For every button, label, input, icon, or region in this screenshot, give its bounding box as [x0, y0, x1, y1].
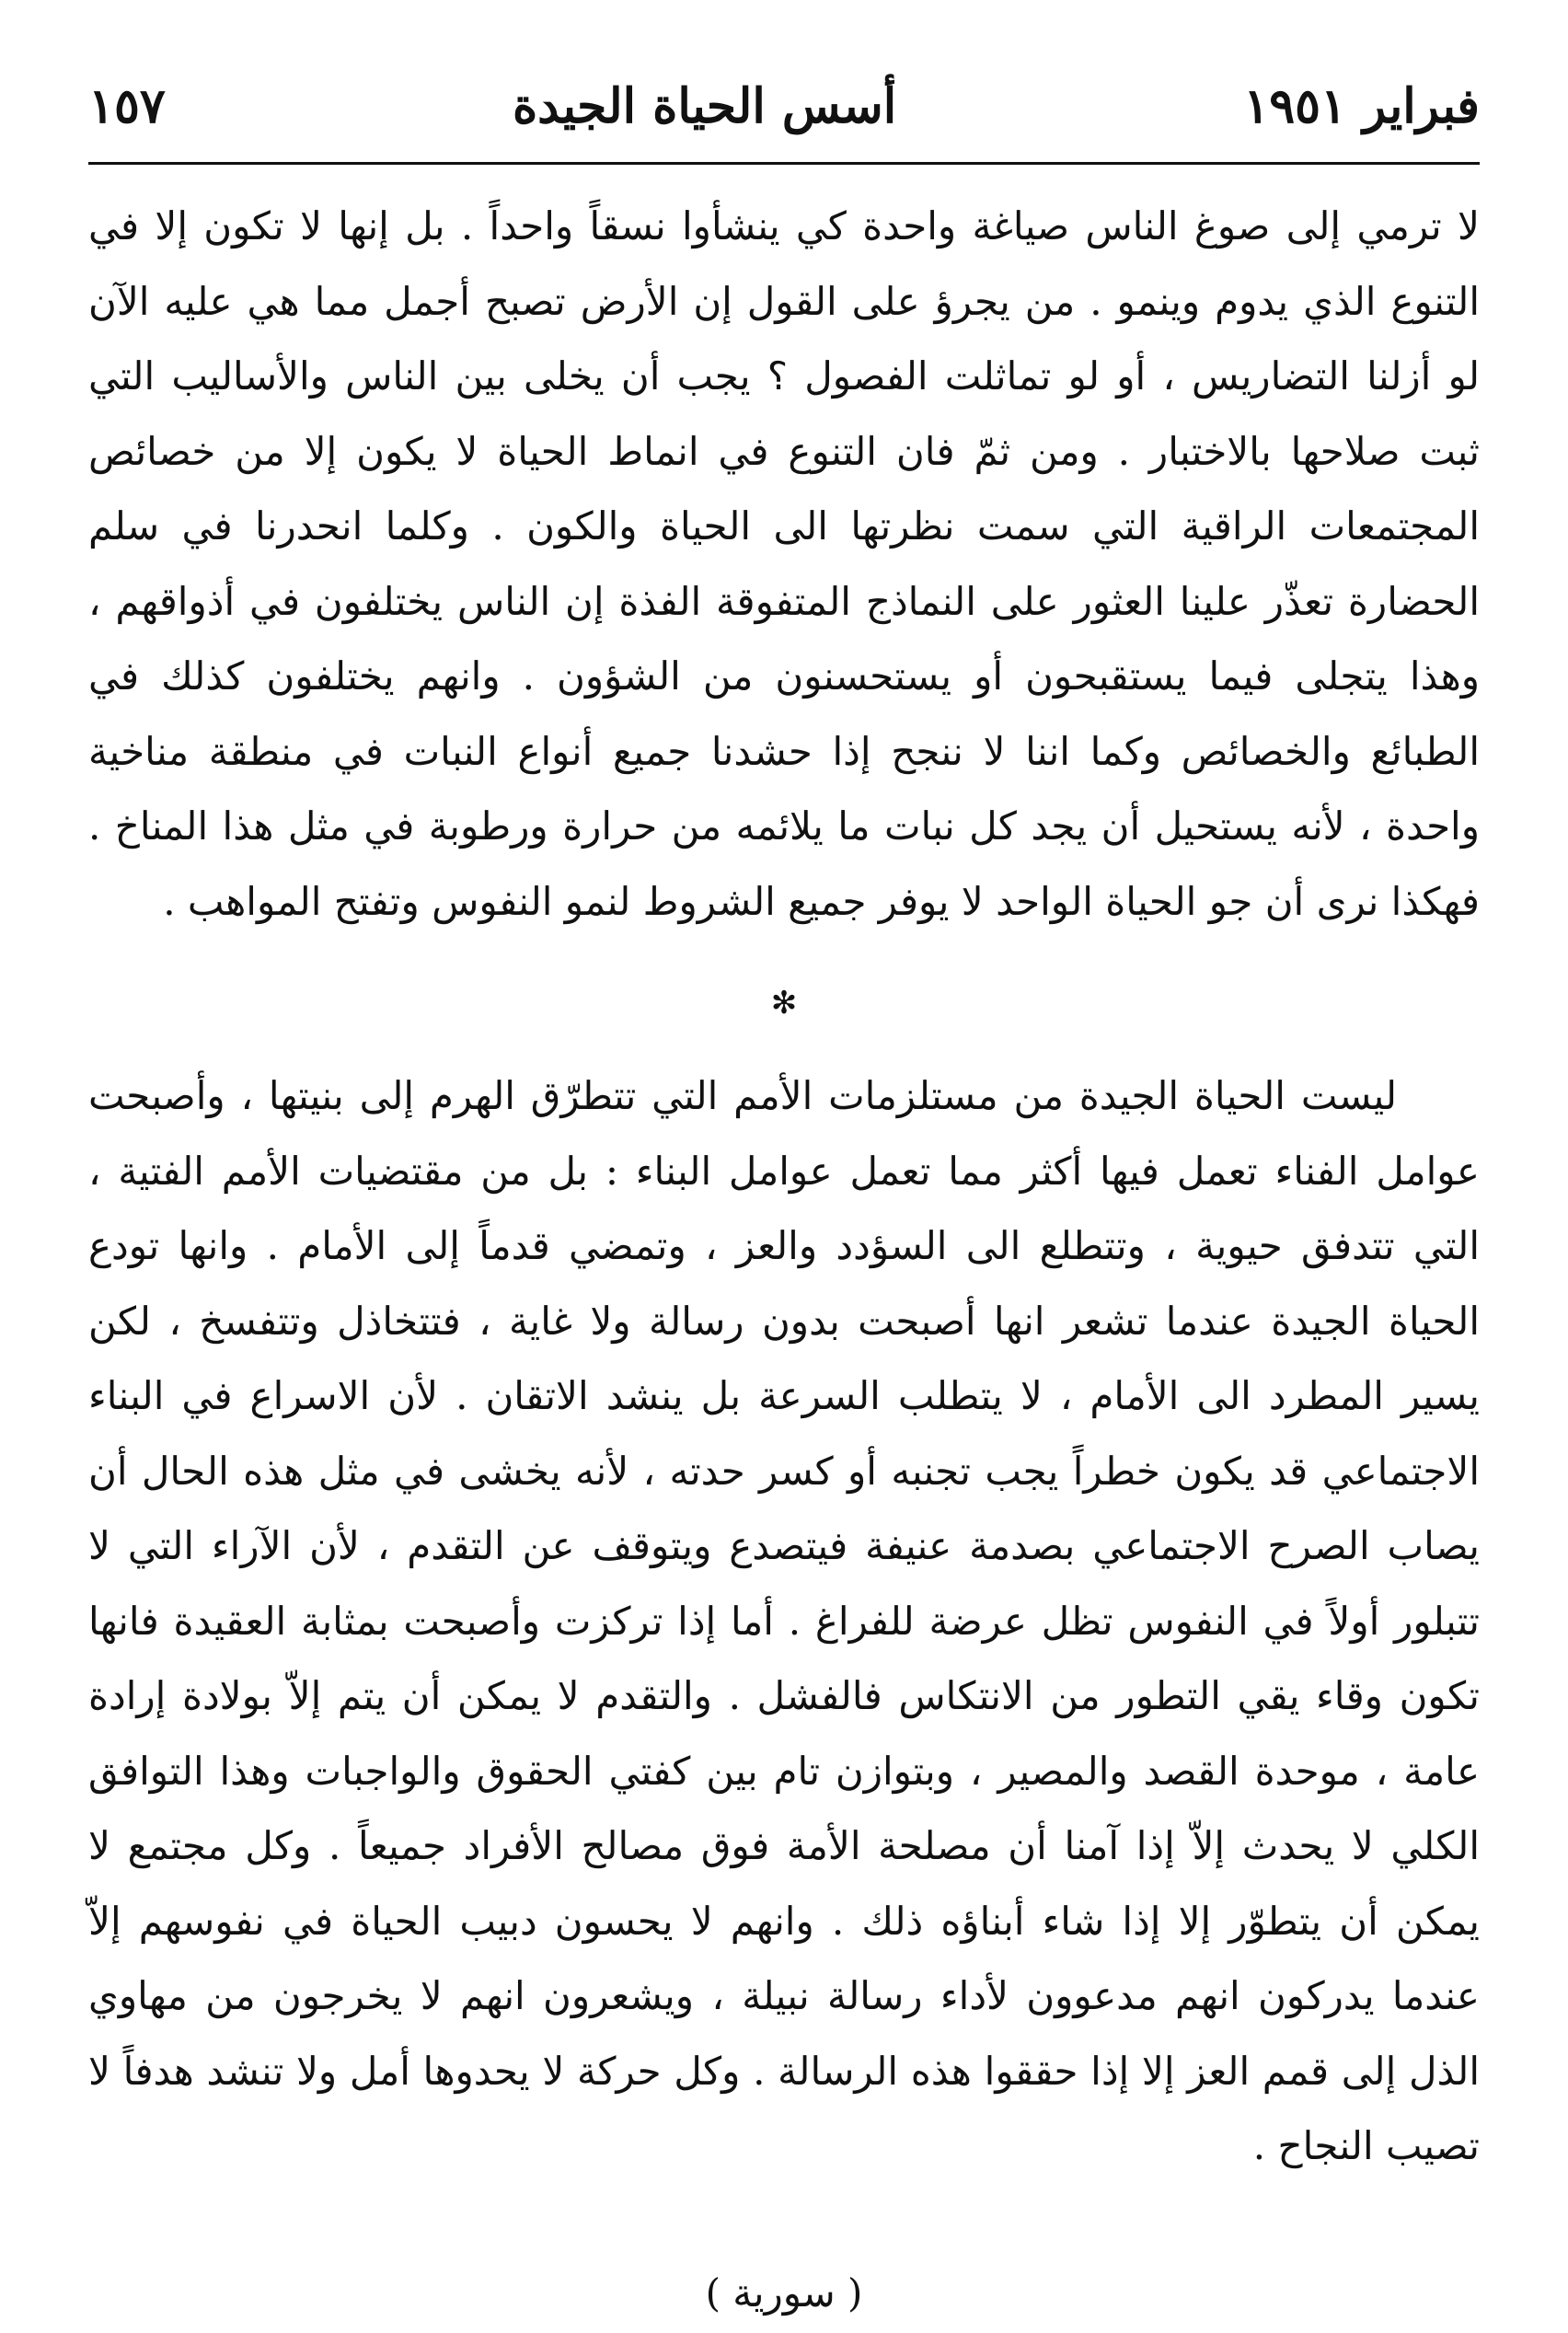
article-title: أسس الحياة الجيدة — [512, 77, 897, 134]
page-number: ١٥٧ — [88, 77, 166, 134]
paragraph-1-text: لا ترمي إلى صوغ الناس صياغة واحدة كي ينشأوا نسقاً واحداً . بل إنها لا تكون إلا في التنوع الذي يدوم وينمو . من يجرؤ على القول إن الأرض تصبح أجمل مما هي عليه الآن لو أزلنا التضاريس ، أو لو تماثلت الفصول ؟ يجب أن يخلى بين الناس والأساليب التي ثبت صلاحها بالاختبار . ومن ثمّ فان التنوع في انماط الحياة لا يكون إلا من خصائص المجتمعات الراقية التي سمت نظرتها الى الحياة والكون . وكلما انحدرنا في سلم الحضارة تعذّر علينا العثور على النماذج المتفوقة الفذة إن الناس يختلفون في أذواقهم ، وهذا يتجلى فيما يستقبحون أو يستحسنون من الشؤون . وانهم يختلفون كذلك في الطبائع والخصائص وكما اننا لا ننجح إذا حشدنا جميع أنواع النبات في منطقة مناخية واحدة ، لأنه يستحيل أن يجد كل نبات ما يلائمه من حرارة ورطوبة في مثل هذا المناخ . فهكذا نرى أن جو الحياة الواحد لا يوفر جميع الشروط لنمو النفوس وتفتح المواهب . — [88, 203, 1480, 924]
paragraph-1 — [88, 189, 1480, 939]
page-header — [88, 64, 1480, 147]
header-rule — [88, 162, 1480, 165]
paragraph-2-text: ليست الحياة الجيدة من مستلزمات الأمم التي تتطرّق الهرم إلى بنيتها ، وأصبحت عوامل الفناء تعمل فيها أكثر مما تعمل عوامل البناء : بل من مقتضيات الأمم الفتية ، التي تتدفق حيوية ، وتتطلع الى السؤدد والعز ، وتمضي قدماً إلى الأمام . وانها تودع الحياة الجيدة عندما تشعر انها أصبحت بدون رسالة ولا غاية ، فتتخاذل وتتفسخ ، لكن يسير المطرد الى الأمام ، لا يتطلب السرعة بل ينشد الاتقان . لأن الاسراع في البناء الاجتماعي قد يكون خطراً يجب تجنبه أو كسر حدته ، لأنه يخشى في مثل هذه الحال أن يصاب الصرح الاجتماعي بصدمة عنيفة فيتصدع ويتوقف عن التقدم ، لأن الآراء التي لا تتبلور أولاً في النفوس تظل عرضة للفراغ . أما إذا تركزت وأصبحت بمثابة العقيدة فانها تكون وقاء يقي التطور من الانتكاس فالفشل . والتقدم لا يمكن أن يتم إلاّ بولادة إرادة عامة ، موحدة القصد والمصير ، وبتوازن تام بين كفتي الحقوق والواجبات وهذا التوافق الكلي لا يحدث إلاّ إذا آمنا أن مصلحة الأمة فوق مصالح الأفراد جميعاً . وكل مجتمع لا يمكن أن يتطوّر إلا إذا شاء أبناؤه ذلك . وانهم لا يحسون دبيب الحياة في نفوسهم إلاّ عندما يدركون انهم مدعوون لأداء رسالة نبيلة ، ويشعرون انهم لا يخرجون من مهاوي الذل إلى قمم العز إلا إذا حققوا هذه الرسالة . وكل حركة لا يحدوها أمل ولا تنشد هدفاً لا تصيب النجاح . — [88, 1073, 1480, 2168]
issue-date: فبراير ١٩٥١ — [1243, 77, 1480, 134]
paragraph-2 — [88, 1058, 1480, 2184]
author-signature: ( سورية ) — [705, 2270, 863, 2316]
section-separator-icon: ✻ — [770, 985, 798, 1022]
